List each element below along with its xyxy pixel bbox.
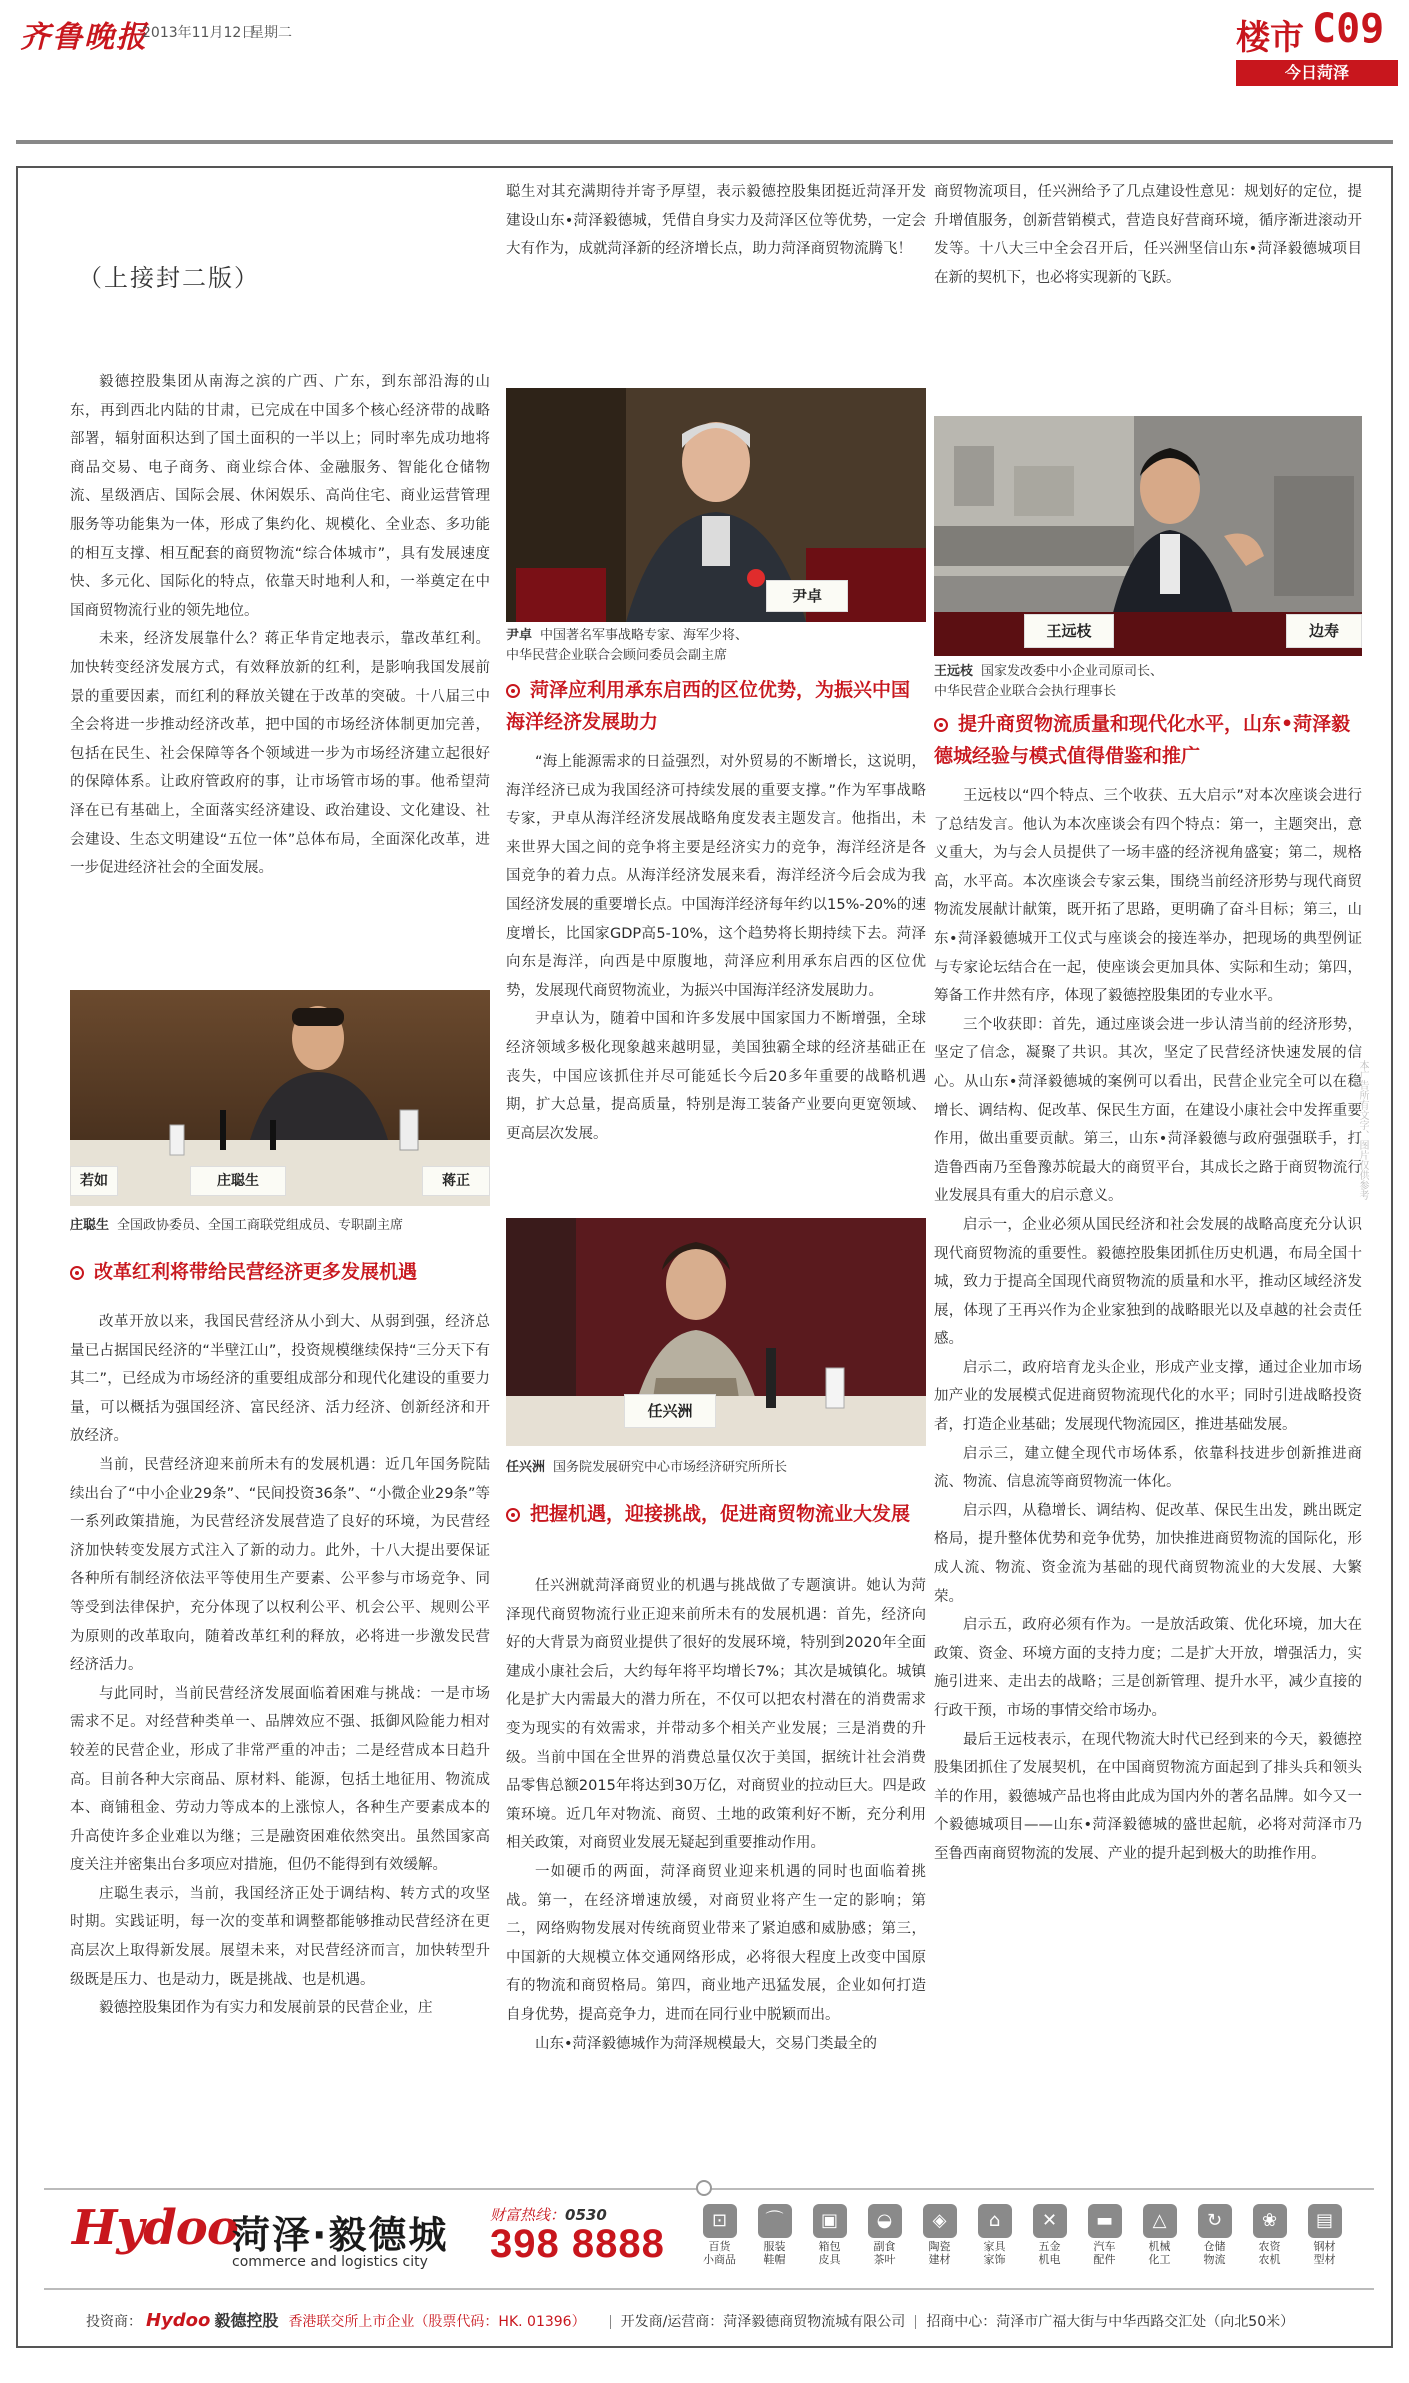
- hydoo-logo: Hydoo: [72, 2200, 238, 2256]
- col2-text-a: [506, 178, 926, 264]
- col2-text-c: [506, 1572, 926, 2058]
- category-item: [1242, 2200, 1297, 2280]
- speaker-photo-2: [506, 388, 926, 622]
- category-item: [857, 2200, 912, 2280]
- ad-divider: [44, 2288, 1374, 2290]
- caption-title: 全国政协委员、全国工商联党组成员、专职副主席: [117, 1218, 404, 1233]
- footer-ad: [16, 2180, 1393, 2350]
- category-label: 配件: [1093, 2253, 1116, 2266]
- separator: [915, 2315, 916, 2329]
- caption-title: 国务院发展研究中心市场经济研究所所长: [553, 1460, 788, 1475]
- separator: [610, 2315, 611, 2329]
- section-heading: 改革红利将带给民营经济更多发展机遇: [70, 1256, 490, 1288]
- caption-name: 庄聪生: [70, 1218, 110, 1233]
- hotline-number: 398 8888: [490, 2222, 665, 2266]
- photo-ren-xingzhou: [506, 1218, 926, 1446]
- caption-title: 中华民营企业联合会执行理事长: [934, 684, 1117, 699]
- masthead-rule: [16, 140, 1393, 144]
- paragraph: 一如硬币的两面，菏泽商贸业迎来机遇的同时也面临着挑战。第一，在经济增速放缓，对商贸业将产生一定的影响；第二，网络购物发展对传统商贸业带来了紧迫感和威胁感；第三，中国新的大规模立体交通网络形成，必将很大程度上改变中国原有的物流和商贸格局。第四，商业地产迅猛发展，企业如何打造自身优势，提高竞争力，进而在同行业中脱颖而出。: [506, 1863, 926, 2023]
- farm-icon: ❀: [1253, 2204, 1287, 2238]
- paragraph: 山东•菏泽毅德城作为菏泽规模最大，交易门类最全的: [535, 2035, 878, 2052]
- category-label: 五金: [1038, 2240, 1061, 2253]
- issue-weekday: 星期二: [250, 25, 292, 41]
- section-heading: 菏泽应利用承东启西的区位优势，为振兴中国海洋经济发展助力: [506, 679, 911, 733]
- category-label: 陶瓷: [928, 2240, 951, 2253]
- brand-tagline: commerce and logistics city: [232, 2254, 428, 2270]
- category-label: 皮具: [818, 2253, 841, 2266]
- flask-icon: △: [1143, 2204, 1177, 2238]
- section-heading: 把握机遇，迎接挑战，促进商贸物流业大发展: [506, 1498, 926, 1530]
- photo-caption: [70, 1216, 490, 1236]
- section-heading: 提升商贸物流质量和现代化水平，山东•菏泽毅德城经验与模式值得借鉴和推广: [934, 713, 1351, 767]
- side-note: 本广告所有文字、图片仅供参考: [1357, 1060, 1368, 1200]
- category-label: 服装: [763, 2240, 786, 2253]
- category-label: 仓储: [1203, 2240, 1226, 2253]
- category-label: 家饰: [983, 2253, 1006, 2266]
- recruitment-center: 招商中心：菏泽市广福大街与中华西路交汇处（向北50米）: [926, 2314, 1295, 2330]
- category-label: 钢材: [1313, 2240, 1336, 2253]
- category-label: 汽车: [1093, 2240, 1116, 2253]
- tools-icon: ✕: [1033, 2204, 1067, 2238]
- hotline-label: 财富热线：0530: [490, 2206, 607, 2224]
- category-item: [967, 2200, 1022, 2280]
- col3-text-b: [934, 782, 1362, 1869]
- nameplate: 庄聪生: [190, 1166, 286, 1196]
- section-name: 楼市: [1236, 18, 1304, 58]
- category-label: 副食: [873, 2240, 896, 2253]
- paragraph: 启示四，从稳增长、调结构、促改革、保民生出发，跳出既定格局，提升整体优势和竞争优势，加快推进商贸物流的国际化，形成人流、物流、资金流为基础的现代商贸物流业的大发展、大繁荣。: [934, 1502, 1362, 1605]
- divider-ornament-icon: [696, 2180, 712, 2196]
- caption-title: 中华民营企业联合会顾问委员会副主席: [506, 648, 728, 663]
- paragraph: 启示二，政府培育龙头企业，形成产业支撑，通过企业加市场加产业的发展模式促进商贸物流现代化的水平；同时引进战略投资者，打造企业基础；发展现代物流园区，推进基础发展。: [934, 1359, 1362, 1434]
- logistics-icon: ↻: [1198, 2204, 1232, 2238]
- paragraph: 商贸物流项目，任兴洲给予了几点建设性意见：规划好的定位，提升增值服务，创新营销模式，营造良好营商环境，循序渐进滚动开发等。十八大三中全会召开后，任兴洲坚信山东•菏泽毅德城项目在新的契机下，也必将实现新的飞跃。: [934, 184, 1362, 286]
- col2-text-b: [506, 748, 926, 1148]
- category-label: 型材: [1313, 2253, 1336, 2266]
- category-label: 茶叶: [873, 2253, 896, 2266]
- category-item: [1297, 2200, 1352, 2280]
- caption-title: 国家发改委中小企业司原司长、: [981, 664, 1164, 679]
- bullet-icon: [506, 684, 520, 698]
- bullet-icon: [506, 1508, 520, 1522]
- photo-caption: [506, 1458, 926, 1478]
- investor-logo: Hydoo: [146, 2310, 211, 2331]
- paragraph: 改革开放以来，我国民营经济从小到大、从弱到强，经济总量已占据国民经济的“半壁江山”，投资规模继续保持“三分天下有其二”，已经成为市场经济的重要组成部分和现代化建设的重要力量，可以概括为强国经济、富民经济、活力经济、创新经济和开放经济。: [70, 1314, 490, 1445]
- photo-yin-zhuo: [506, 388, 926, 622]
- paragraph: 庄聪生表示，当前，我国经济正处于调结构、转方式的攻坚时期。实践证明，每一次的变革和调整都能够推动民营经济在更高层次上取得新发展。展望未来，对民营经济而言，加快转型升级既是压力、也是动力，既是挑战、也是机遇。: [70, 1885, 490, 1988]
- paragraph: 与此同时，当前民营经济发展面临着困难与挑战：一是市场需求不足。对经营种类单一、品牌效应不强、抵御风险能力相对较差的民营企业，形成了非常严重的冲击；二是经营成本日趋升高。目前各种大宗商品、原材料、能源，包括土地征用、物流成本、商铺租金、劳动力等成本的上涨惊人，各种生产要素成本的升高使许多企业难以为继；三是融资困难依然突出。虽然国家高度关注并密集出台多项应对措施，但仍不能得到有效缓解。: [70, 1685, 490, 1874]
- nameplate: 边寿: [1286, 614, 1362, 648]
- col3-text-a: [934, 178, 1362, 292]
- category-label: 农资: [1258, 2240, 1281, 2253]
- category-label: 建材: [928, 2253, 951, 2266]
- paragraph: 毅德控股集团作为有实力和发展前景的民营企业，庄: [99, 2000, 433, 2017]
- col1-text-a: [70, 368, 490, 883]
- business-categories: [692, 2200, 1352, 2280]
- photo-caption: [506, 626, 926, 666]
- category-label: 机械: [1148, 2240, 1171, 2253]
- paragraph: 未来，经济发展靠什么？蒋正华肯定地表示，靠改革红利。加快转变经济发展方式，有效释放新的红利，是影响我国发展前景的重要因素，而红利的释放关键在于改革的突破。十八届三中全会将进一步推动经济改革，把中国的市场经济体制更加完善，包括在民生、社会保障等各个领域进一步为市场经济建立起很好的保障体系。让政府管政府的事，让市场管市场的事。他希望菏泽在已有基础上，全面落实经济建设、政治建设、文化建设、社会建设、生态文明建设“五位一体”总体布局，全面深化改革，进一步促进经济社会的全面发展。: [70, 631, 490, 877]
- category-label: 农机: [1258, 2253, 1281, 2266]
- caption-name: 尹卓: [506, 628, 533, 643]
- investor-name: 毅德控股: [214, 2311, 279, 2330]
- developer: 开发商/运营商：菏泽毅德商贸物流城有限公司: [620, 2314, 906, 2330]
- category-item: [912, 2200, 967, 2280]
- paragraph: 当前，民营经济迎来前所未有的发展机遇：近几年国务院陆续出台了“中小企业29条”、“民间投资36条”、“小微企业29条”等一系列政策措施，为民营经济发展营造了良好的环境，为民营经济加快转变发展方式注入了新的动力。此外，十八大提出要保证各种所有制经济依法平等使用生产要素、公平参与市场竞争、同等受到法律保护，充分体现了以权利公平、机会公平、规则公平为原则的改革取向，随着改革红利的释放，必将进一步激发民营经济活力。: [70, 1456, 490, 1674]
- paragraph: 三个收获即：首先，通过座谈会进一步认清当前的经济形势，坚定了信念，凝聚了共识。其次，坚定了民营经济快速发展的信心。从山东•菏泽毅德城的案例可以看出，民营企业完全可以在稳增长、调结构、促改革、保民生方面，在建设小康社会中发挥重要作用，做出重要贡献。第三，山东•菏泽毅德与政府强强联手，打造鲁西南乃至鲁豫苏皖最大的商贸平台，其成长之路于商贸物流行业发展具有重大的启示意义。: [934, 1016, 1362, 1205]
- category-label: 机电: [1038, 2253, 1061, 2266]
- paragraph: 聪生对其充满期待并寄予厚望，表示毅德控股集团挺近菏泽开发建设山东•菏泽毅德城，凭借自身实力及菏泽区位等优势，一定会大有作为，成就菏泽新的经济增长点，助力菏泽商贸物流腾飞！: [506, 184, 926, 258]
- issue-date: 2013年11月12日: [142, 25, 256, 41]
- stock-code: 香港联交所上市企业（股票代码：HK. 01396）: [288, 2314, 586, 2330]
- category-item: [1022, 2200, 1077, 2280]
- paragraph: 任兴洲就菏泽商贸业的机遇与挑战做了专题演讲。她认为菏泽现代商贸物流行业正迎来前所未有的发展机遇：首先，经济向好的大背景为商贸业提供了很好的发展环境，特别到2020年全面建成小康社会后，大约每年将平均增长7%；其次是城镇化。城镇化是扩大内需最大的潜力所在，不仅可以把农村潜在的消费需求变为现实的有效需求，并带动多个相关产业发展；三是消费的升级。当前中国在全世界的消费总量仅次于美国，据统计社会消费品零售总额2015年将达到30万亿，对商贸业的拉动巨大。四是政策环境。近几年对物流、商贸、土地的政策利好不断，充分利用相关政策，对商贸业发展无疑起到重要推动作用。: [506, 1578, 926, 1852]
- photo-wang-yuanzhi: [934, 416, 1362, 656]
- brand-name: 菏泽·毅德城: [232, 2213, 449, 2257]
- ad-info-line: 投资商： Hydoo 毅德控股 香港联交所上市企业（股票代码：HK. 01396） 开发商/运营商：菏泽毅德商贸物流城有限公司 招商中心：菏泽市广福大街与中华西路交汇处（向北50米）: [86, 2310, 1295, 2331]
- category-label: 物流: [1203, 2253, 1226, 2266]
- col1-text-b: [70, 1308, 490, 2023]
- paragraph: 尹卓认为，随着中国和许多发展中国家国力不断增强，全球经济领域多极化现象越来越明显，美国独霸全球的经济基础正在丧失，中国应该抓住并尽可能延长今后20多年重要的战略机遇期，扩大总量，提高质量，特别是海工装备产业要向更宽领域、更高层次发展。: [506, 1011, 926, 1142]
- subsection-label: 今日菏泽: [1236, 60, 1398, 86]
- paragraph: 毅德控股集团从南海之滨的广西、广东，到东部沿海的山东，再到西北内陆的甘肃，已完成在中国多个核心经济带的战略部署，辐射面积达到了国土面积的一半以上；同时率先成功地将商品交易、电子商务、商业综合体、金融服务、智能化仓储物流、星级酒店、国际会展、休闲娱乐、高尚住宅、商业运营管理服务等功能集为一体，形成了集约化、规模化、全业态、多功能的相互支撑、相互配套的商贸物流“综合体城市”，具有发展速度快、多元化、国际化的特点，依靠天时地利人和，一举奠定在中国商贸物流行业的领先地位。: [70, 374, 490, 619]
- shirt-icon: ⌒: [758, 2204, 792, 2238]
- paragraph: 启示三，建立健全现代市场体系，依靠科技进步创新推进商流、物流、信息流等商贸物流一体化。: [934, 1445, 1362, 1491]
- category-item: [1077, 2200, 1132, 2280]
- category-item: [747, 2200, 802, 2280]
- masthead: [0, 0, 1409, 128]
- caption-name: 王远枝: [934, 664, 974, 679]
- bullet-icon: [934, 718, 948, 732]
- article-frame: [16, 166, 1393, 2348]
- nameplate: 蒋正: [422, 1166, 490, 1196]
- page-number: C09: [1312, 6, 1385, 52]
- nameplate: 任兴洲: [624, 1394, 716, 1428]
- bullet-icon: [70, 1266, 84, 1280]
- cup-icon: ◒: [868, 2204, 902, 2238]
- newspaper-name: 齐鲁晚报: [20, 20, 148, 55]
- caption-name: 任兴洲: [506, 1460, 546, 1475]
- category-label: 小商品: [703, 2253, 736, 2266]
- house-icon: ⌂: [978, 2204, 1012, 2238]
- category-label: 百货: [708, 2240, 731, 2253]
- category-label: 箱包: [818, 2240, 841, 2253]
- category-item: [802, 2200, 857, 2280]
- nameplate: 尹卓: [766, 580, 848, 612]
- speaker-photo-3: [506, 1218, 926, 1446]
- paragraph: “海上能源需求的日益强烈，对外贸易的不断增长，这说明，海洋经济已成为我国经济可持续发展的重要支撑。”作为军事战略专家，尹卓从海洋经济发展战略角度发表主题发言。他指出，未来世界大国之间的竞争将主要是经济实力的竞争，海洋经济是各国竞争的着力点。从海洋经济发展来看，海洋经济今后会成为我国经济发展的重要增长点。中国海洋经济每年约以15%-20%的速度增长，比国家GDP高5-10%，这个趋势将长期持续下去。菏泽向东是海洋，向西是中原腹地，菏泽应利用承东启西的区位优势，发展现代商贸物流业，为振兴中国海洋经济发展助力。: [506, 754, 926, 999]
- category-label: 鞋帽: [763, 2253, 786, 2266]
- shopping-bag-icon: ⊡: [703, 2204, 737, 2238]
- paragraph: 启示五，政府必须有作为。一是放活政策、优化环境，加大在政策、资金、环境方面的支持力度；二是扩大开放，增强活力，实施引进来、走出去的战略；三是创新管理、提升水平，减少直接的行政干预，市场的事情交给市场办。: [934, 1617, 1362, 1719]
- caption-title: 中国著名军事战略专家、海军少将、: [540, 628, 749, 643]
- photo-zhuang-congsheng: [70, 990, 490, 1206]
- nameplate: 王远枝: [1024, 614, 1114, 648]
- photo-caption: [934, 662, 1362, 702]
- category-item: [1132, 2200, 1187, 2280]
- category-item: [692, 2200, 747, 2280]
- car-icon: ▬: [1088, 2204, 1122, 2238]
- category-item: [1187, 2200, 1242, 2280]
- suitcase-icon: ▣: [813, 2204, 847, 2238]
- ceramic-icon: ◈: [923, 2204, 957, 2238]
- paragraph: 王远枝以“四个特点、三个收获、五大启示”对本次座谈会进行了总结发言。他认为本次座谈会有四个特点：第一，主题突出，意义重大，为与会人员提供了一场丰盛的经济视角盛宴；第二，规格高，水平高。本次座谈会专家云集，围绕当前经济形势与现代商贸物流发展献计献策，既开拓了思路，更明确了奋斗目标；第三，山东•菏泽毅德城开工仪式与座谈会的接连举办，把现场的典型例证与专家论坛结合在一起，使座谈会更加具体、实际和生动；第四，筹备工作井然有序，体现了毅德控股集团的专业水平。: [934, 788, 1362, 1005]
- category-label: 家具: [983, 2240, 1006, 2253]
- steel-icon: ▤: [1308, 2204, 1342, 2238]
- paragraph: 启示一，企业必须从国民经济和社会发展的战略高度充分认识现代商贸物流的重要性。毅德控股集团抓住历史机遇，布局全国十城，致力于提高全国现代商贸物流的质量和水平，推动区域经济发展，体现了王再兴作为企业家独到的战略眼光以及卓越的社会责任感。: [934, 1216, 1362, 1348]
- nameplate: 若如: [70, 1166, 118, 1196]
- paragraph: 最后王远枝表示，在现代物流大时代已经到来的今天，毅德控股集团抓住了发展契机，在中国商贸物流方面起到了排头兵和领头羊的作用，毅德城产品也将由此成为国内外的著名品牌。如今又一个毅德城项目——山东•菏泽毅德城的盛世起航，必将对菏泽市乃至鲁西南商贸物流的发展、产业的提升起到极大的助推作用。: [934, 1731, 1362, 1862]
- continued-label: （上接封二版）: [78, 264, 260, 292]
- category-label: 化工: [1148, 2253, 1171, 2266]
